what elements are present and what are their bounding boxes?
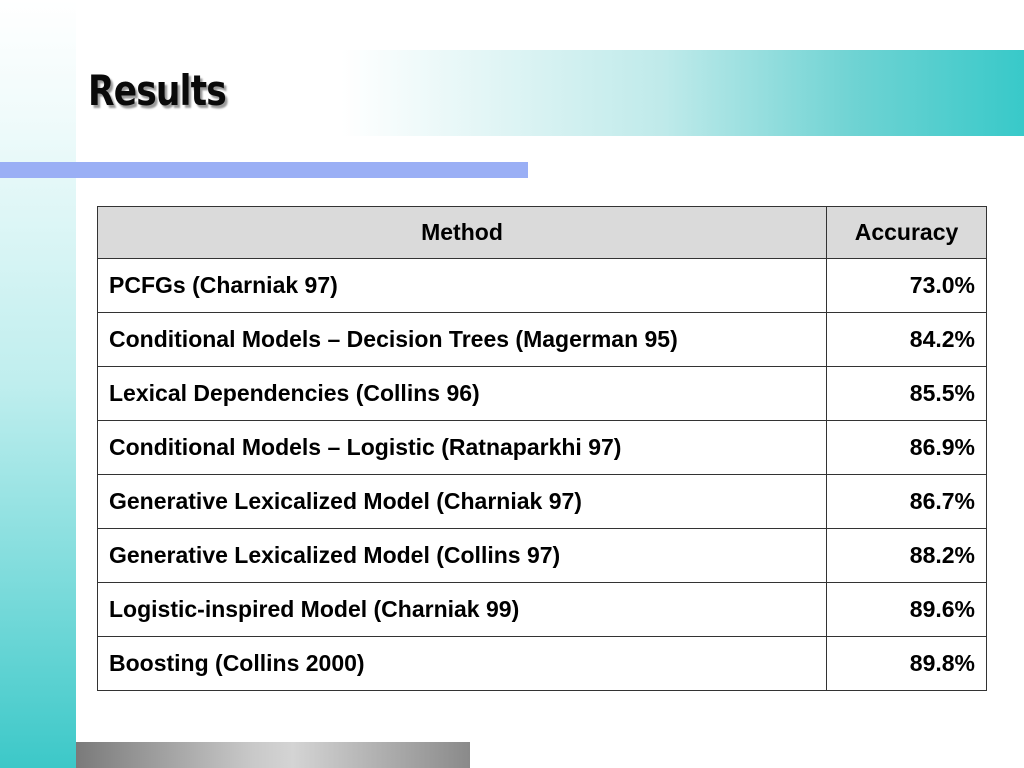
table-row (98, 529, 987, 583)
accuracy-cell: 86.7% (827, 475, 987, 529)
table-row (98, 637, 987, 691)
footer-decorative-bar (76, 742, 470, 768)
left-decorative-strip (0, 0, 76, 768)
table-row (98, 421, 987, 475)
accuracy-cell: 89.6% (827, 583, 987, 637)
accuracy-cell: 85.5% (827, 367, 987, 421)
results-table (97, 206, 987, 691)
method-cell: PCFGs (Charniak 97) (98, 259, 827, 313)
table-row (98, 259, 987, 313)
accuracy-cell: 84.2% (827, 313, 987, 367)
table-header-row (98, 207, 987, 259)
title-underline-bar (0, 162, 528, 178)
accuracy-cell: 86.9% (827, 421, 987, 475)
slide-title: Results (88, 66, 226, 115)
accuracy-cell: 88.2% (827, 529, 987, 583)
table-row (98, 313, 987, 367)
method-cell: Generative Lexicalized Model (Collins 97) (98, 529, 827, 583)
method-cell: Conditional Models – Decision Trees (Magerman 95) (98, 313, 827, 367)
method-cell: Generative Lexicalized Model (Charniak 97) (98, 475, 827, 529)
table-row (98, 583, 987, 637)
column-header-accuracy: Accuracy (827, 207, 987, 259)
table-row (98, 475, 987, 529)
table-row (98, 367, 987, 421)
method-cell: Logistic-inspired Model (Charniak 99) (98, 583, 827, 637)
accuracy-cell: 73.0% (827, 259, 987, 313)
method-cell: Boosting (Collins 2000) (98, 637, 827, 691)
column-header-method: Method (98, 207, 827, 259)
accuracy-cell: 89.8% (827, 637, 987, 691)
method-cell: Conditional Models – Logistic (Ratnaparkhi 97) (98, 421, 827, 475)
method-cell: Lexical Dependencies (Collins 96) (98, 367, 827, 421)
